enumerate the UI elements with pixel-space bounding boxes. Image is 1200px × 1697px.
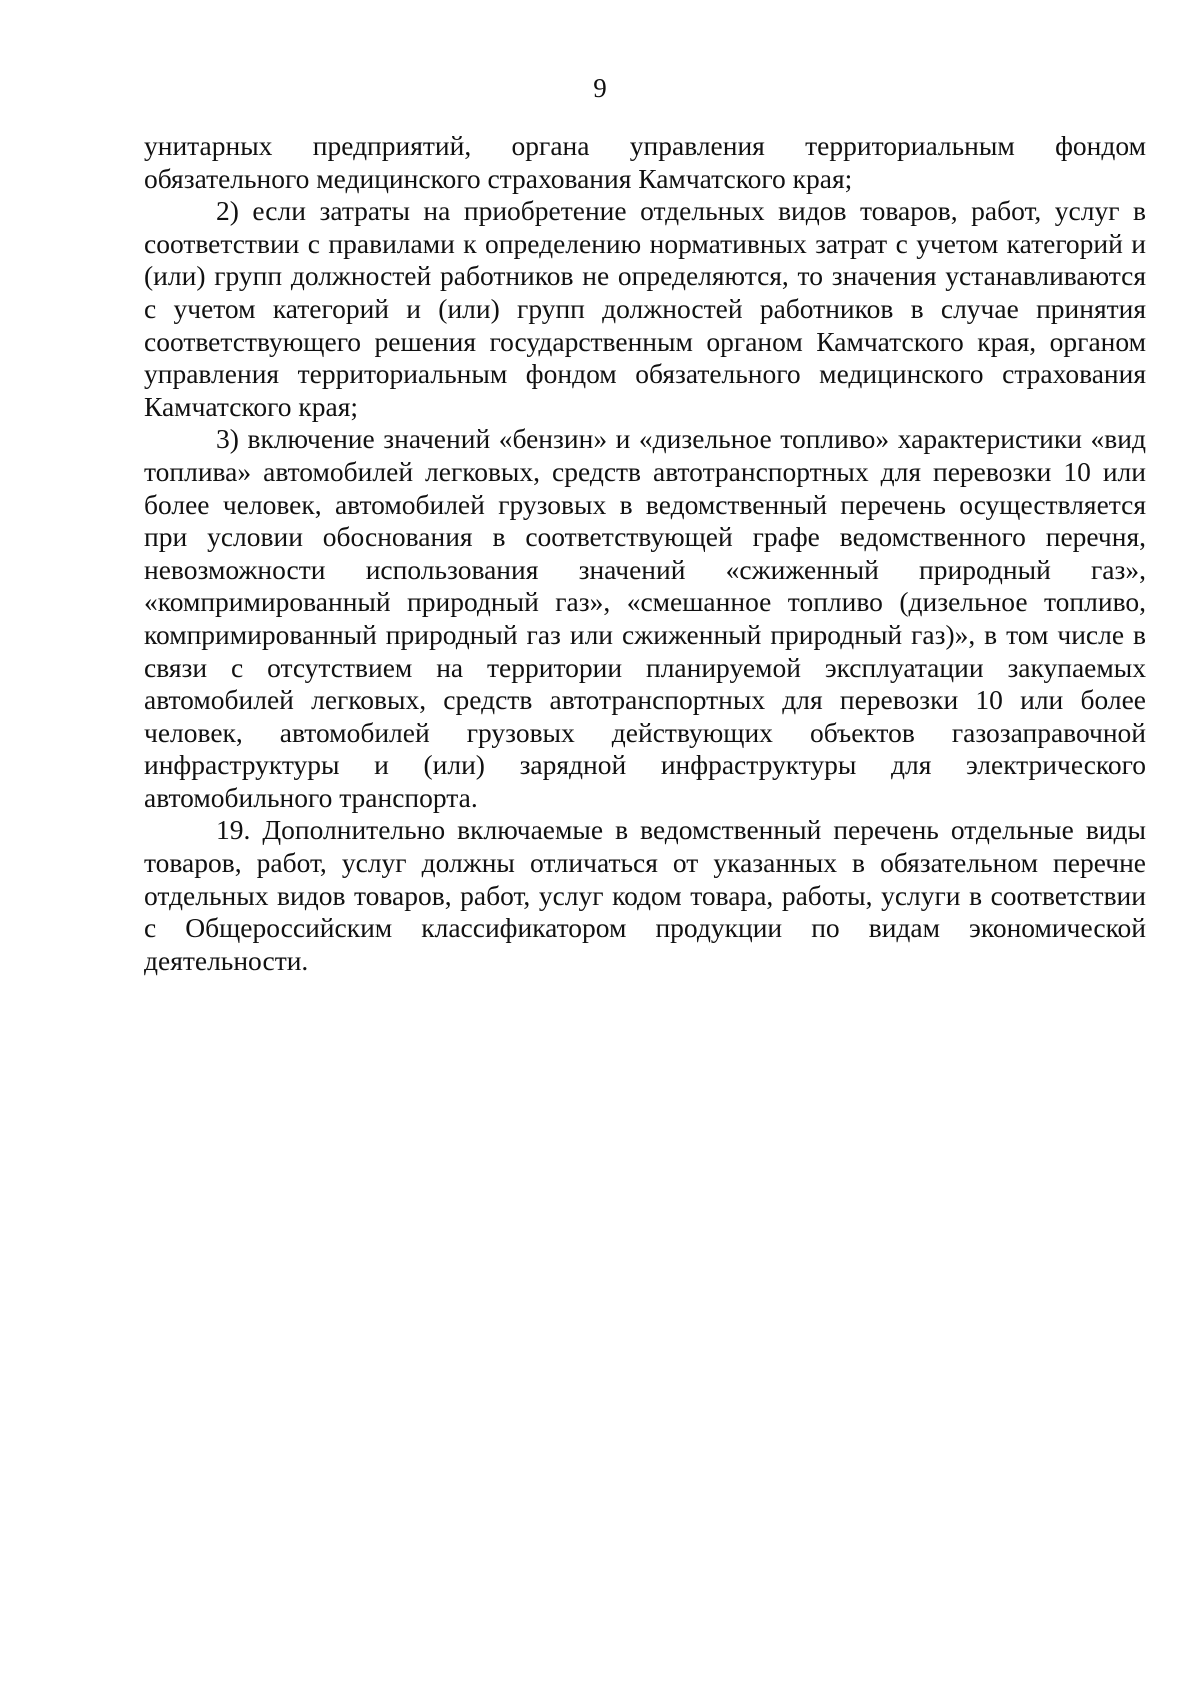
page-number: 9 <box>593 73 607 103</box>
document-body <box>144 130 1146 977</box>
paragraph-item-2: 2) если затраты на приобретение отдельных видов товаров, работ, услуг в соответствии с правилами к определению нормативных затрат с учетом категорий и (или) групп должностей работников не определяются, то значения устанавливаются с учетом категорий и (или) групп должностей работников в случае принятия соответствующего решения государственным органом Камчатского края, органом управления территориальным фондом обязательного медицинского страхования Камчатского края; <box>144 195 1146 422</box>
paragraph-clause-19: 19. Дополнительно включаемые в ведомственный перечень отдельные виды товаров, работ, услуг должны отличаться от указанных в обязательном перечне отдельных видов товаров, работ, услуг кодом товара, работы, услуги в соответствии с Общероссийским классификатором продукции по видам экономической деятельности. <box>144 814 1146 976</box>
paragraph-continuation: унитарных предприятий, органа управления территориальным фондом обязательного медицинского страхования Камчатского края; <box>144 130 1146 194</box>
paragraph-item-3: 3) включение значений «бензин» и «дизельное топливо» характеристики «вид топлива» автомобилей легковых, средств автотранспортных для перевозки 10 или более человек, автомобилей грузовых в ведомственный перечень осуществляется при условии обоснования в соответствующей графе ведомственного перечня, невозможности использования значений «сжиженный природный газ», «компримированный природный газ», «смешанное топливо (дизельное топливо, компримированный природный газ или сжиженный природный газ)», в том числе в связи с отсутствием на территории планируемой эксплуатации закупаемых автомобилей легковых, средств автотранспортных для перевозки 10 или более человек, автомобилей грузовых действующих объектов газозаправочной инфраструктуры и (или) зарядной инфраструктуры для электрического автомобильного транспорта. <box>144 423 1146 813</box>
